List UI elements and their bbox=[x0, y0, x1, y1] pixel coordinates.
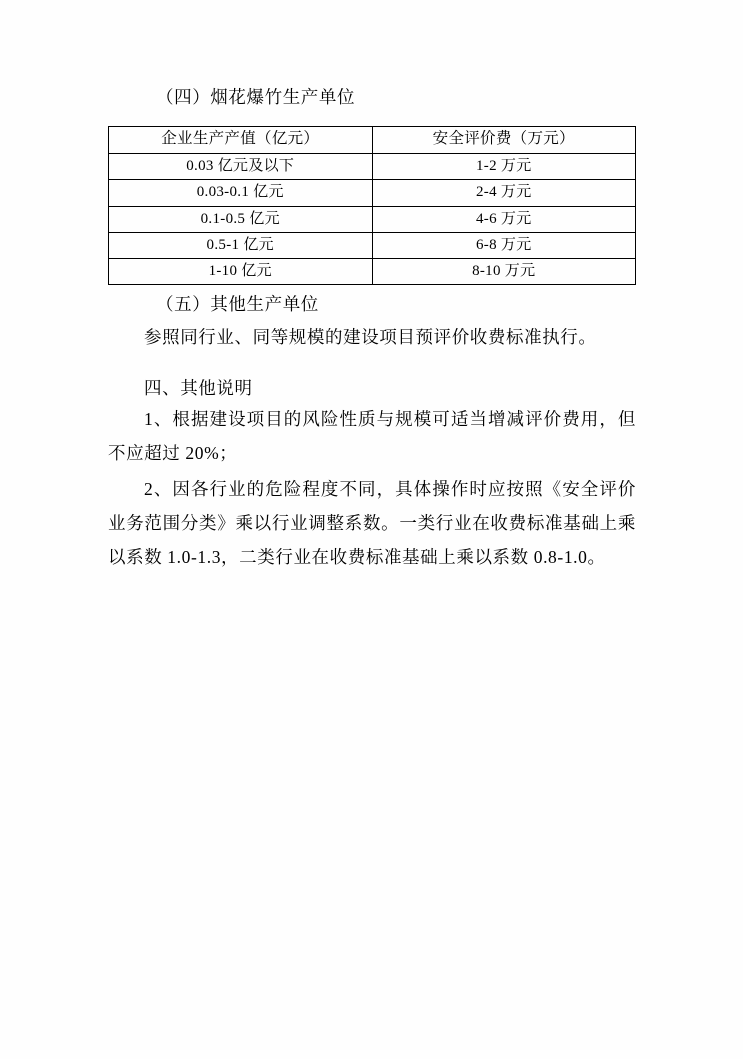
table-cell-fee: 4-6 万元 bbox=[372, 206, 636, 232]
table-header-output-value: 企业生产产值（亿元） bbox=[109, 127, 373, 154]
note-item-1: 1、根据建设项目的风险性质与规模可适当增减评价费用，但不应超过 20%； bbox=[108, 408, 636, 463]
table-cell-fee: 1-2 万元 bbox=[372, 154, 636, 180]
table-row bbox=[109, 259, 636, 285]
table-cell-output-value: 0.5-1 亿元 bbox=[109, 232, 373, 258]
table-header-evaluation-fee: 安全评价费（万元） bbox=[372, 127, 636, 154]
table-header-row bbox=[109, 127, 636, 154]
note-item-2: 2、因各行业的危险程度不同，具体操作时应按照《安全评价业务范围分类》乘以行业调整系数。一类行业在收费标准基础上乘以系数 1.0-1.3，二类行业在收费标准基础上乘以系数 0.8-1.0。 bbox=[108, 478, 636, 568]
section-four-heading: （四）烟花爆竹生产单位 bbox=[156, 87, 356, 107]
document-content bbox=[108, 84, 636, 576]
table-cell-fee: 8-10 万元 bbox=[372, 259, 636, 285]
table-cell-output-value: 0.1-0.5 亿元 bbox=[109, 206, 373, 232]
chapter-four-heading: 四、其他说明 bbox=[144, 377, 253, 398]
spacer bbox=[108, 357, 636, 363]
fee-standard-table bbox=[108, 126, 636, 285]
table-row bbox=[109, 232, 636, 258]
section-five-heading: （五）其他生产单位 bbox=[156, 294, 319, 315]
section-five-body: 参照同行业、同等规模的建设项目预评价收费标准执行。 bbox=[144, 327, 597, 348]
table-row bbox=[109, 154, 636, 180]
table-cell-fee: 6-8 万元 bbox=[372, 232, 636, 258]
table-row bbox=[109, 180, 636, 206]
table-row bbox=[109, 206, 636, 232]
table-cell-output-value: 0.03-0.1 亿元 bbox=[109, 180, 373, 206]
table-cell-output-value: 1-10 亿元 bbox=[109, 259, 373, 285]
table-cell-output-value: 0.03 亿元及以下 bbox=[109, 154, 373, 180]
table-cell-fee: 2-4 万元 bbox=[372, 180, 636, 206]
